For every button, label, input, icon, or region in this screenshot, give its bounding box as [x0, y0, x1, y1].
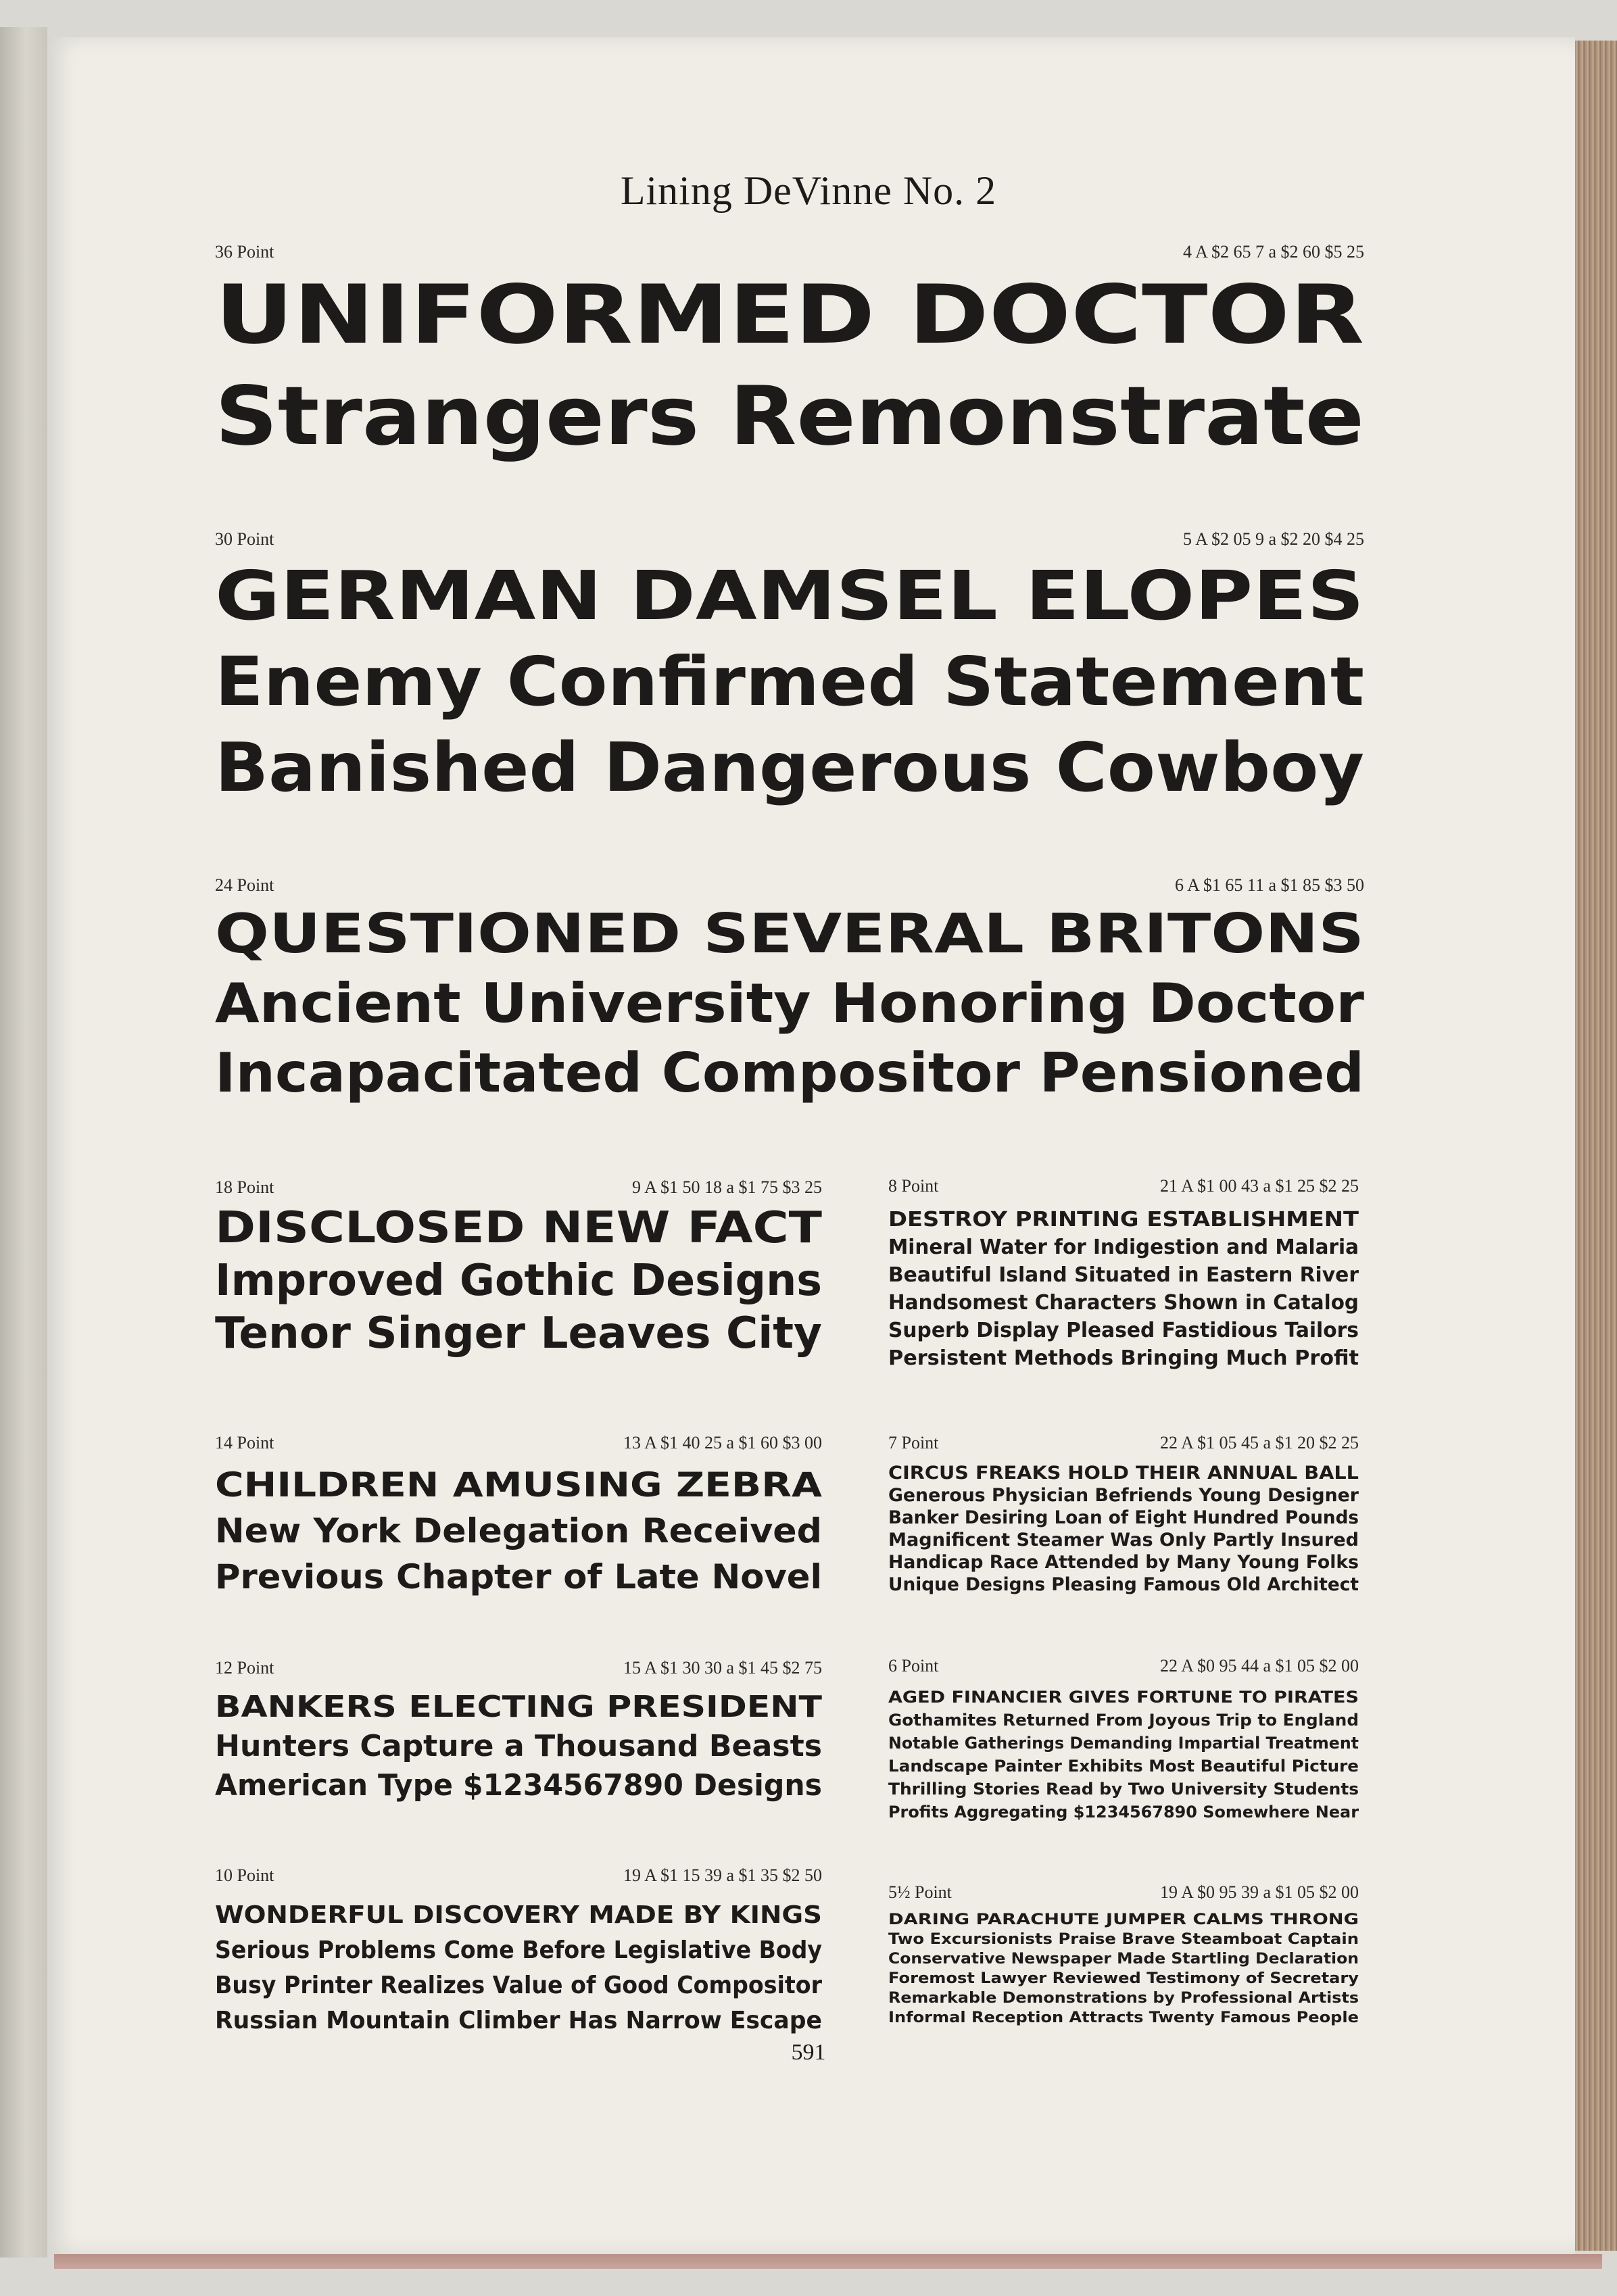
specimen-line: Busy Printer Realizes Value of Good Compositor [215, 1972, 822, 1999]
specimen-line: GERMAN DAMSEL ELOPES [215, 556, 1364, 635]
specimen-line: American Type $1234567890 Designs [215, 1768, 822, 1803]
specimen-line: Gothamites Returned From Joyous Trip to England [888, 1711, 1359, 1730]
specimen-line: Handicap Race Attended by Many Young Folks [888, 1552, 1359, 1573]
specimen-line: New York Delegation Received [215, 1511, 822, 1550]
specimen-line: Russian Mountain Climber Has Narrow Escape [215, 2007, 822, 2034]
specimen-24pt [215, 899, 1365, 1108]
specimen-line: Enemy Confirmed Statement [215, 642, 1364, 721]
point-size-label: 12 Point [215, 1658, 274, 1678]
specimen-line: Serious Problems Come Before Legislative Body [215, 1936, 822, 1964]
specimen-line: Hunters Capture a Thousand Beasts [215, 1729, 822, 1763]
specimen-line: WONDERFUL DISCOVERY MADE BY KINGS [215, 1901, 822, 1929]
specimen-line: Unique Designs Pleasing Famous Old Architect [888, 1574, 1359, 1595]
specimen-header-24pt [215, 875, 1364, 896]
specimen-line: Remarkable Demonstrations by Professional Artists [888, 1990, 1359, 2007]
price-label: 22 A $0 95 44 a $1 05 $2 00 [1160, 1656, 1359, 1676]
specimen-line: Banished Dangerous Cowboy [215, 728, 1364, 807]
specimen-line: Handsomest Characters Shown in Catalog [888, 1291, 1359, 1315]
specimen-line: Magnificent Steamer Was Only Partly Insured [888, 1530, 1359, 1550]
specimen-line: CIRCUS FREAKS HOLD THEIR ANNUAL BALL [888, 1463, 1359, 1484]
specimen-14pt [215, 1462, 822, 1600]
specimen-header-5-5pt [888, 1882, 1359, 1903]
point-size-label: 30 Point [215, 529, 274, 549]
page-number: 591 [791, 2040, 826, 2065]
specimen-5-5pt [888, 1910, 1359, 2028]
specimen-10pt [215, 1898, 874, 2038]
page-title: Lining DeVinne No. 2 [620, 168, 997, 213]
price-label: 13 A $1 40 25 a $1 60 $3 00 [623, 1433, 822, 1452]
specimen-line: Improved Gothic Designs [215, 1256, 822, 1306]
specimen-line: Strangers Remonstrate [215, 370, 1364, 464]
point-size-label: 5½ Point [888, 1882, 952, 1902]
specimen-line: Ancient University Honoring Doctor [215, 972, 1365, 1035]
specimen-line: Conservative Newspaper Made Startling Declaration [888, 1951, 1359, 1968]
specimen-line: Profits Aggregating $1234567890 Somewhere Near [888, 1803, 1359, 1822]
point-size-label: 18 Point [215, 1177, 274, 1197]
specimen-header-18pt [215, 1177, 822, 1198]
price-label: 21 A $1 00 43 a $1 25 $2 25 [1160, 1176, 1359, 1196]
specimen-36pt [215, 265, 1364, 468]
specimen-line: AGED FINANCIER GIVES FORTUNE TO PIRATES [888, 1688, 1359, 1707]
specimen-line: Informal Reception Attracts Twenty Famous People [888, 2009, 1359, 2026]
specimen-line: Superb Display Pleased Fastidious Tailors [888, 1319, 1359, 1342]
price-label: 6 A $1 65 11 a $1 85 $3 50 [1175, 875, 1364, 895]
specimen-header-30pt [215, 529, 1364, 549]
facing-page-edge [0, 27, 47, 2257]
point-size-label: 36 Point [215, 242, 274, 262]
specimen-line: DESTROY PRINTING ESTABLISHMENT [888, 1208, 1359, 1231]
specimen-line: BANKERS ELECTING PRESIDENT [215, 1690, 822, 1724]
specimen-header-14pt [215, 1433, 822, 1453]
specimen-line: CHILDREN AMUSING ZEBRA [215, 1465, 822, 1505]
price-label: 5 A $2 05 9 a $2 20 $4 25 [1183, 529, 1364, 549]
specimen-line: Mineral Water for Indigestion and Malaria [888, 1236, 1359, 1259]
specimen-line: Notable Gatherings Demanding Impartial Treatment [888, 1734, 1359, 1753]
specimen-header-6pt [888, 1656, 1359, 1676]
specimen-line: Two Excursionists Praise Brave Steamboat Captain [888, 1931, 1359, 1948]
price-label: 19 A $1 15 39 a $1 35 $2 50 [623, 1865, 822, 1885]
price-label: 22 A $1 05 45 a $1 20 $2 25 [1160, 1433, 1359, 1452]
price-label: 19 A $0 95 39 a $1 05 $2 00 [1160, 1882, 1359, 1902]
point-size-label: 24 Point [215, 875, 274, 895]
specimen-line: DISCLOSED NEW FACT [215, 1203, 822, 1253]
point-size-label: 10 Point [215, 1865, 274, 1885]
specimen-line: Tenor Singer Leaves City [215, 1309, 822, 1359]
specimen-header-7pt [888, 1433, 1359, 1453]
specimen-7pt [888, 1462, 1373, 1596]
specimen-30pt [215, 553, 1364, 810]
specimen-line: Foremost Lawyer Reviewed Testimony of Secretary [888, 1970, 1359, 1987]
specimen-line: Beautiful Island Situated in Eastern River [888, 1263, 1359, 1287]
specimen-line: UNIFORMED DOCTOR [215, 268, 1364, 362]
price-label: 4 A $2 65 7 a $2 60 $5 25 [1183, 242, 1364, 262]
specimen-line: Previous Chapter of Late Novel [215, 1557, 822, 1596]
specimen-line: QUESTIONED SEVERAL BRITONS [215, 902, 1364, 965]
specimen-header-12pt [215, 1658, 822, 1678]
specimen-6pt [888, 1686, 1365, 1824]
book-bottom-edge [54, 2254, 1602, 2269]
price-label: 15 A $1 30 30 a $1 45 $2 75 [623, 1658, 822, 1678]
specimen-18pt [215, 1202, 827, 1360]
specimen-line: Generous Physician Befriends Young Designer [888, 1485, 1359, 1506]
price-label: 9 A $1 50 18 a $1 75 $3 25 [632, 1177, 822, 1197]
specimen-header-8pt [888, 1176, 1359, 1196]
specimen-header-10pt [215, 1865, 822, 1886]
point-size-label: 8 Point [888, 1176, 939, 1196]
specimen-header-36pt [215, 242, 1364, 262]
specimen-8pt [888, 1206, 1368, 1372]
point-size-label: 14 Point [215, 1433, 274, 1452]
page-stack-edges [1575, 41, 1617, 2251]
specimen-line: Thrilling Stories Read by Two University Students [888, 1780, 1359, 1799]
point-size-label: 7 Point [888, 1433, 939, 1452]
specimen-line: Incapacitated Compositor Pensioned [215, 1042, 1364, 1104]
point-size-label: 6 Point [888, 1656, 939, 1676]
specimen-12pt [215, 1688, 842, 1805]
specimen-line: Landscape Painter Exhibits Most Beautiful Picture [888, 1757, 1359, 1776]
specimen-line: Persistent Methods Bringing Much Profit [888, 1346, 1359, 1370]
specimen-line: Banker Desiring Loan of Eight Hundred Pounds [888, 1507, 1359, 1528]
specimen-line: DARING PARACHUTE JUMPER CALMS THRONG [888, 1911, 1359, 1928]
